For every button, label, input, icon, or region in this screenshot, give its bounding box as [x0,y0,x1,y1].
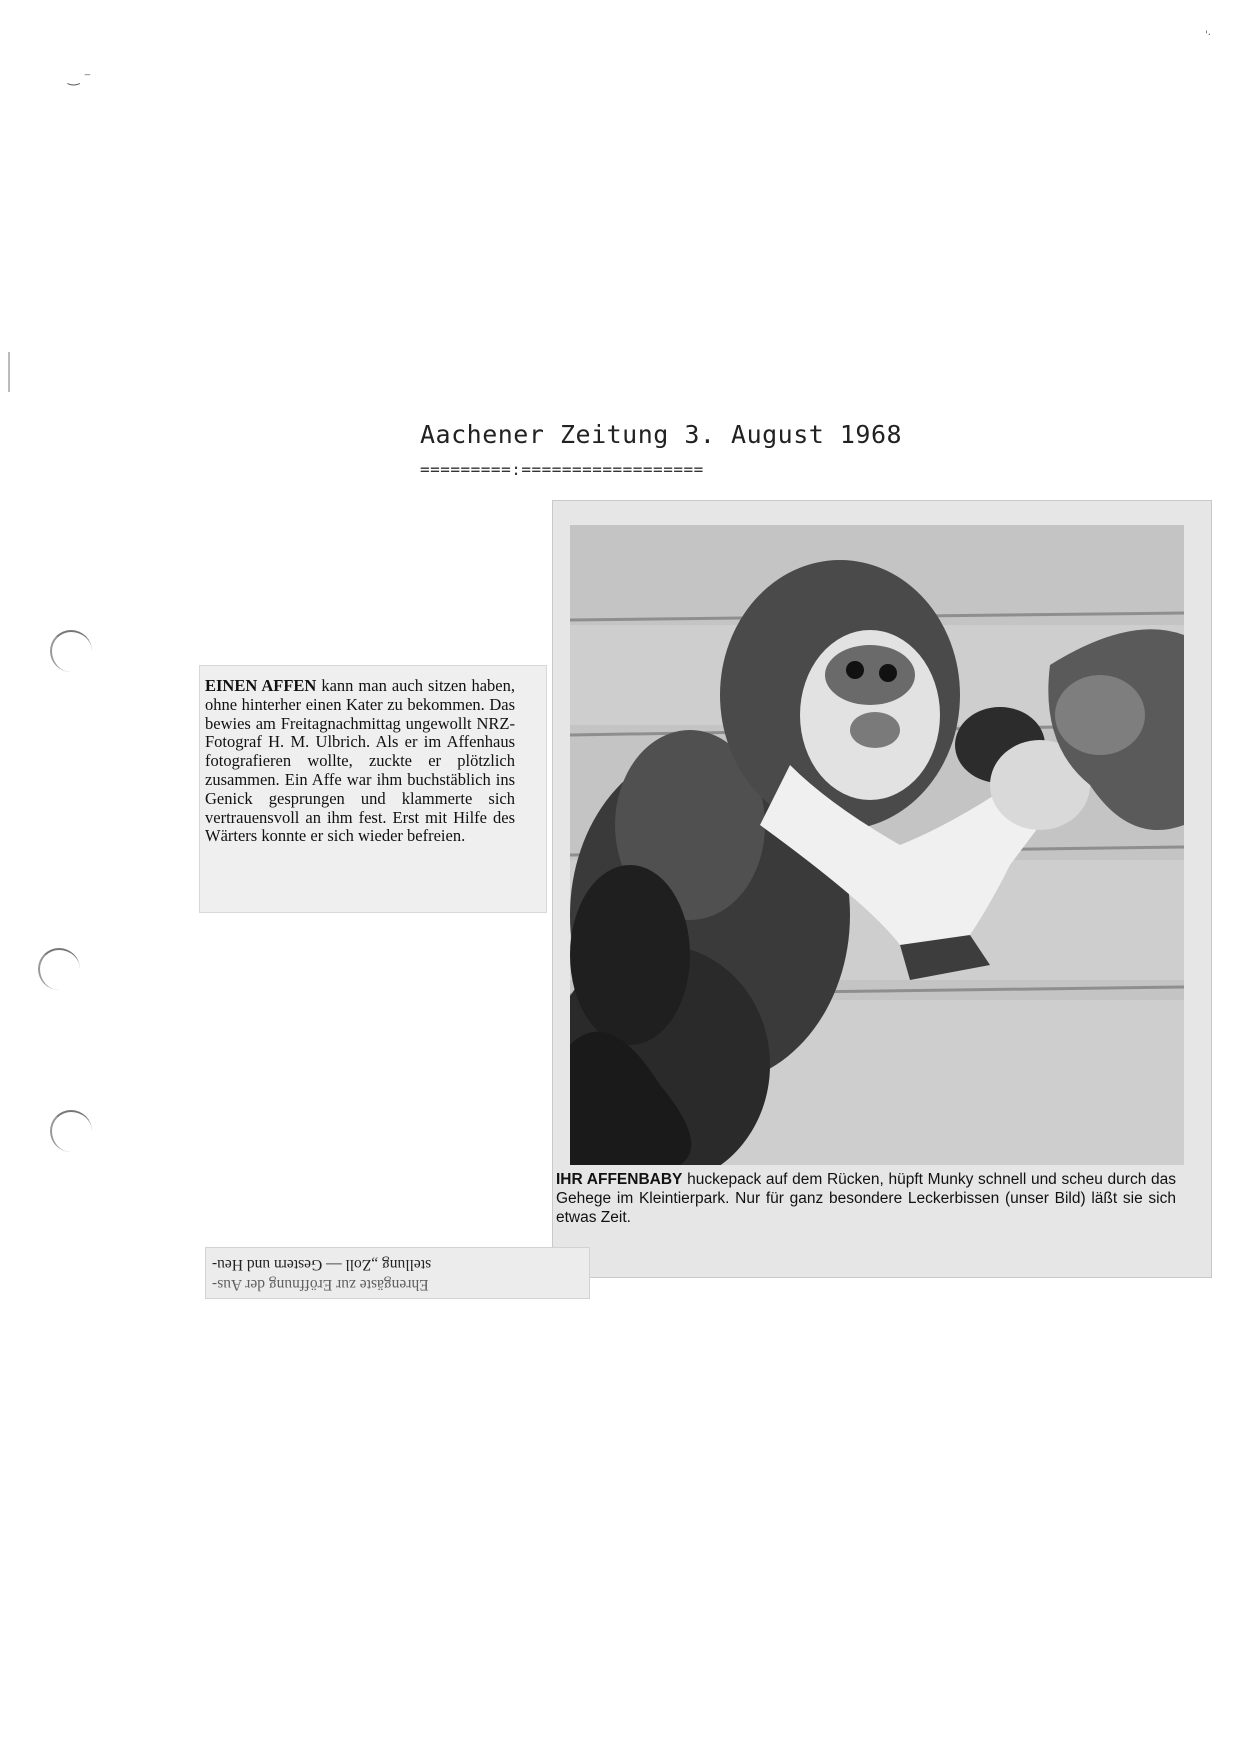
punch-hole-bottom [50,1110,92,1152]
caption-body: huckepack auf dem Rücken, hüpft Munky schnell und scheu durch das Gehege im Kleintierpark. Nur für ganz besondere Leckerbissen (unser Bild) läßt sie sich etwas Zeit. [556,1171,1176,1226]
scan-speck: '· [1205,30,1211,41]
strip-line-1: stellung „Zoll — Gestern und Heu- [212,1256,432,1273]
document-header-rule: =========:================== [420,460,704,479]
article-text [205,677,515,846]
photo-caption [556,1170,1176,1227]
punch-hole-top [50,630,92,672]
article-body: kann man auch sitzen haben, ohne hinterher einen Kater zu bekommen. Das bewies am Freitagnachmittag ungewollt NRZ-Fotograf H. M. Ulbrich. Als er im Affenhaus fotografieren wollte, zuckte er plötzlich zusammen. Ein Affe war ihm buchstäblich ins Genick gesprungen und klammerte sich vertrauensvoll an ihm fest. Erst mit Hilfe des Wärters konnte er sich wieder befreien. [205,676,515,846]
punch-hole-middle [38,948,80,990]
document-header-title: Aachener Zeitung 3. August 1968 [420,420,903,449]
strip-line-2: Ehrengäste zur Eröffnung der Aus- [212,1276,429,1293]
article-lead: EINEN AFFEN [205,676,317,695]
scan-speck: ‿ ⁻ [68,70,92,86]
caption-lead: IHR AFFENBABY [556,1171,683,1188]
monkey-photo-illustration [570,525,1184,1165]
page-edge-mark [8,352,10,392]
monkey-photo [570,525,1184,1165]
